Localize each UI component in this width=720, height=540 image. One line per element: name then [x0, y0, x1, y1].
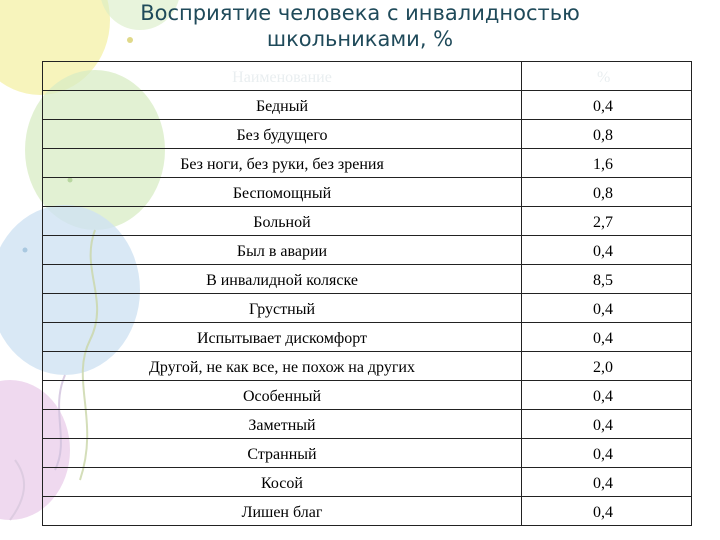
row-percent-cell: 0,4 [522, 91, 692, 120]
table-row [43, 91, 692, 120]
row-name-text: В инвалидной коляске [206, 272, 358, 289]
row-name-text: Был в аварии [236, 243, 328, 260]
row-name-cell [43, 497, 522, 526]
row-name-cell [43, 410, 522, 439]
table-row [43, 236, 692, 265]
row-name-cell [43, 120, 522, 149]
row-name-text: Другой, не как все, не похож на других [149, 359, 415, 376]
row-name-text: Беспомощный [232, 185, 332, 202]
table-row [43, 410, 692, 439]
row-percent-cell: 0,4 [522, 294, 692, 323]
row-percent-cell: 0,4 [522, 323, 692, 352]
table-row [43, 265, 692, 294]
table-header-row [43, 62, 692, 91]
row-name-cell [43, 207, 522, 236]
table-row [43, 323, 692, 352]
row-name-text: Особенный [242, 388, 322, 405]
row-percent-cell: 8,5 [522, 265, 692, 294]
table-row [43, 381, 692, 410]
header-percent-cell: % [522, 62, 692, 91]
row-name-text: Без ноги, без руки, без зрения [180, 156, 384, 173]
table-row [43, 207, 692, 236]
row-percent-cell: 0,4 [522, 410, 692, 439]
header-name-cell: Наименование [43, 62, 522, 91]
row-name-cell [43, 236, 522, 265]
row-percent-cell: 2,7 [522, 207, 692, 236]
row-name-cell [43, 439, 522, 468]
row-percent-cell: 0,4 [522, 439, 692, 468]
row-percent-cell: 0,4 [522, 497, 692, 526]
row-name-text: Бедный [255, 98, 309, 115]
row-name-text: Испытывает дискомфорт [197, 330, 367, 347]
row-name-cell [43, 265, 522, 294]
row-percent-cell: 2,0 [522, 352, 692, 381]
table-row [43, 178, 692, 207]
table-row [43, 149, 692, 178]
row-name-text: Грустный [249, 301, 315, 318]
row-name-text: Без будущего [236, 127, 328, 144]
row-name-text: Косой [261, 475, 303, 492]
row-percent-cell: 1,6 [522, 149, 692, 178]
table-row [43, 120, 692, 149]
table-row [43, 352, 692, 381]
row-name-cell [43, 381, 522, 410]
table-row [43, 497, 692, 526]
row-name-text: Заметный [248, 417, 316, 434]
table-row [43, 468, 692, 497]
row-percent-cell: 0,4 [522, 468, 692, 497]
row-percent-cell: 0,4 [522, 381, 692, 410]
perception-table [42, 61, 692, 526]
row-name-text: Лишен благ [241, 504, 323, 521]
title-line-2: школьниками, % [266, 27, 454, 51]
row-name-cell [43, 91, 522, 120]
row-name-cell [43, 468, 522, 497]
row-percent-cell: 0,8 [522, 178, 692, 207]
row-name-cell [43, 352, 522, 381]
table-row [43, 439, 692, 468]
title-line-1: Восприятие человека с инвалидностью [140, 1, 580, 25]
page-title [60, 0, 660, 52]
row-percent-cell: 0,8 [522, 120, 692, 149]
sparkle-dot [23, 248, 28, 253]
row-name-cell [43, 294, 522, 323]
row-name-cell [43, 178, 522, 207]
row-name-text: Странный [247, 446, 317, 463]
table-row [43, 294, 692, 323]
row-percent-cell: 0,4 [522, 236, 692, 265]
row-name-cell [43, 323, 522, 352]
row-name-cell [43, 149, 522, 178]
row-name-text: Больной [253, 214, 311, 231]
